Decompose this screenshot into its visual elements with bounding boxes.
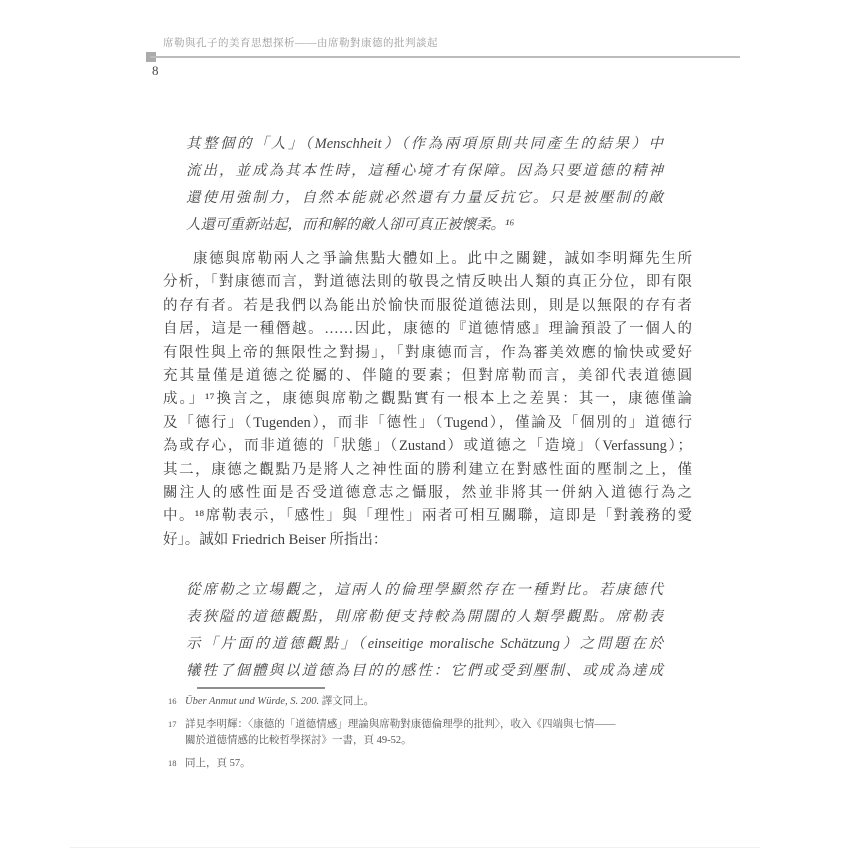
text-line: 中。¹⁸席勒表示，「感性」與「理性」兩者可相互關聯，這即是「對義務的愛 <box>163 508 692 525</box>
footnote-text: Über Anmut und Würde, S. 200. 譯文同上。 <box>185 696 375 707</box>
footnote <box>168 756 690 773</box>
text-line: 從席勒之立場觀之，這兩人的倫理學顯然存在一種對比。若康德代 <box>186 582 663 598</box>
footnote-number: 16 <box>168 696 177 706</box>
text-line: 的存有者。若是我們以為能出於愉快而服從道德法則，則是以無限的存有者 <box>163 297 692 314</box>
text-line: 有限性與上帝的無限性之對揚」，「對康德而言，作為審美效應的愉快或愛好 <box>163 344 692 361</box>
footnote <box>168 717 690 750</box>
running-header-title: 席勒與孔子的美育思想探析——由席勒對康德的批判談起 <box>163 38 438 49</box>
text-line: 為或存心，而非道德的「狀態」（Zustand）或道德之「造境」（Verfassung）； <box>163 438 692 455</box>
footnote-number: 18 <box>168 757 177 768</box>
text-line: 人還可重新站起，而和解的敵人卻可真正被懷柔。¹⁶ <box>186 217 515 233</box>
block-quote-2 <box>186 577 663 685</box>
text-line: 流出，並成為其本性時，這種心境才有保障。因為只要道德的精神 <box>186 163 663 179</box>
footnotes-section <box>168 694 690 778</box>
text-line: 充其量僅是道德之從屬的、伴隨的要素；但對席勒而言，美卻代表道德圓 <box>163 368 692 385</box>
header-rule <box>150 56 740 58</box>
footnote-text: 詳見李明輝：〈康德的「道德情感」理論與席勒對康德倫理學的批判〉，收入《四端與七情—— 關於道德情感的比較哲學探討》一書，頁 49-52。 <box>185 718 616 746</box>
footnote <box>168 694 690 711</box>
text-line: 犧牲了個體與以道德為目的的感性：它們或受到壓制、或成為達成 <box>186 663 663 679</box>
text-line: 其二，康德之觀點乃是將人之神性面的勝利建立在對感性面的壓制之上，僅 <box>163 461 692 478</box>
text-line: 表狹隘的道德觀點，則席勒便支持較為開闊的人類學觀點。席勒表 <box>186 609 663 625</box>
page-number: 8 <box>152 63 159 78</box>
footnote-separator <box>197 687 325 689</box>
footnote-text: 同上，頁 57。 <box>185 757 251 769</box>
page-bottom-shadow <box>70 847 760 848</box>
text-line: 分析，「對康德而言，對道德法則的敬畏之情反映出人類的真正分位，即有限 <box>163 274 692 291</box>
footnote-number: 17 <box>168 718 177 729</box>
text-line: 自居，這是一種僭越。……因此，康德的『道德情感』理論預設了一個人的 <box>163 321 692 338</box>
text-line: 及「德行」（Tugenden），而非「德性」（Tugend），僅論及「個別的」道德行 <box>163 414 692 431</box>
text-line: 關注人的感性面是否受道德意志之懾服，然並非將其一併納入道德行為之 <box>163 485 692 502</box>
text-line: 康德與席勒兩人之爭論焦點大體如上。此中之關鍵，誠如李明輝先生所 <box>193 251 692 267</box>
text-line: 其整個的「人」（Menschheit）（作為兩項原則共同產生的結果）中 <box>186 136 663 152</box>
text-line: 好」。誠如 Friedrich Beiser 所指出： <box>163 531 388 548</box>
body-paragraph <box>163 248 692 552</box>
text-line: 還使用強制力，自然本能就必然還有力量反抗它。只是被壓制的敵 <box>186 190 663 206</box>
block-quote-1 <box>186 131 663 239</box>
text-line: 示「片面的道德觀點」（einseitige moralische Schätzung）之問題在於 <box>186 636 663 652</box>
text-line: 成。」¹⁷換言之，康德與席勒之觀點實有一根本上之差異：其一，康德僅論 <box>163 391 692 408</box>
